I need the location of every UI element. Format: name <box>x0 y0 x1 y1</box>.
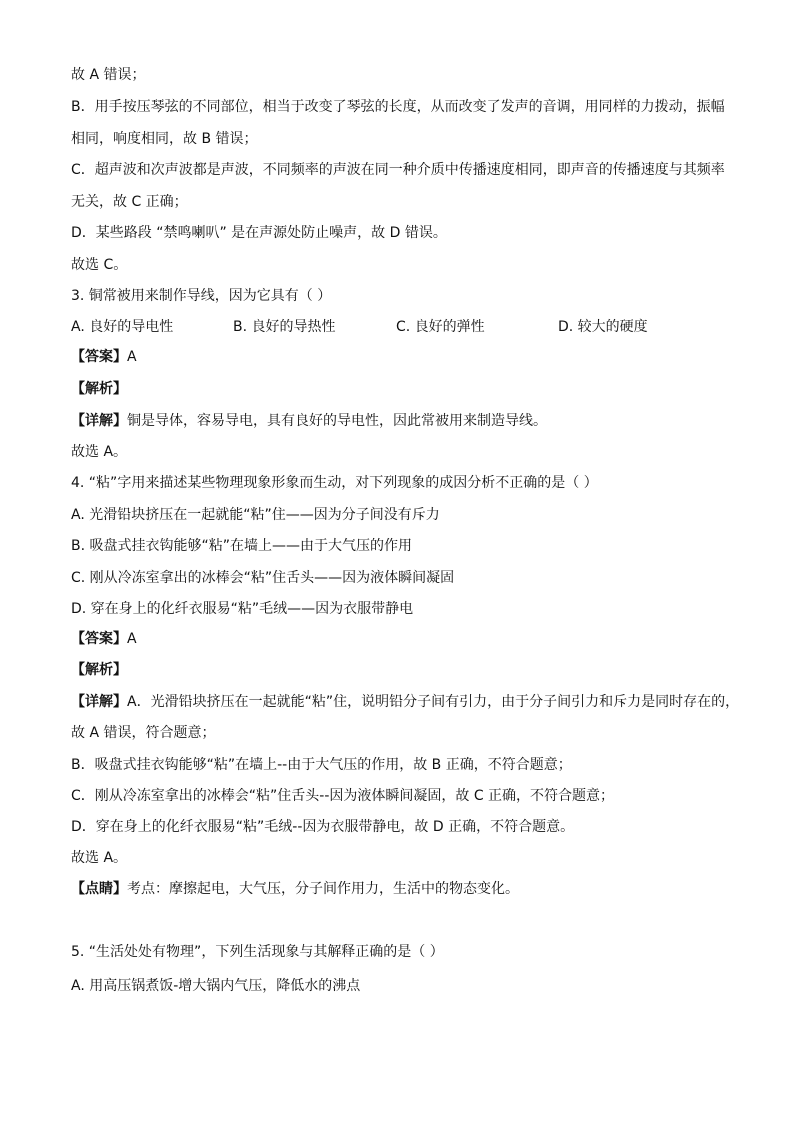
text-line: 故选 C。 <box>71 257 128 273</box>
detail-text: A．光滑铅块挤压在一起就能“粘”住，说明铅分子间有引力，由于分子间引力和斥力是同时存在的， <box>127 694 740 710</box>
question-3-stem: 3. 铜常被用来制作导线，因为它具有（ ） <box>71 288 332 304</box>
question-3-options <box>71 318 731 336</box>
question-5-stem: 5. “生活处处有物理”，下列生活现象与其解释正确的是（ ） <box>71 944 444 960</box>
option-c: C. 刚从冷冻室拿出的冰棒会“粘”住舌头——因为液体瞬间凝固 <box>71 570 455 586</box>
text-line: 无关，故 C 正确； <box>71 194 188 210</box>
option-b: B. 良好的导热性 <box>233 319 336 335</box>
question-4-detail-a-cont: 故 A 错误，符合题意； <box>71 725 216 741</box>
question-4-analysis-tag <box>71 661 127 679</box>
answer-value: A <box>127 631 137 647</box>
option-a: A. 光滑铅块挤压在一起就能“粘”住——因为分子间没有斥力 <box>71 507 440 523</box>
question-3-answer <box>71 348 137 366</box>
comment-text: 考点：摩擦起电，大气压，分子间作用力，生活中的物态变化。 <box>127 881 519 897</box>
detail-tag: 【详解】 <box>71 694 127 710</box>
detail-tag: 【详解】 <box>71 413 127 429</box>
option-a: A. 用高压锅煮饭-增大锅内气压，降低水的沸点 <box>71 978 361 994</box>
question-4-comment <box>71 880 519 898</box>
option-b: B. 吸盘式挂衣钩能够“粘”在墙上——由于大气压的作用 <box>71 538 413 554</box>
option-d: D. 穿在身上的化纤衣服易“粘”毛绒——因为衣服带静电 <box>71 601 414 617</box>
text-line: C．超声波和次声波都是声波，不同频率的声波在同一种介质中传播速度相同，即声音的传播速度与其频率 <box>71 162 725 178</box>
question-4-detail-c: C．刚从冷冻室拿出的冰棒会“粘”住舌头--因为液体瞬间凝固，故 C 正确，不符合题意； <box>71 788 615 804</box>
question-4-stem: 4. “粘”字用来描述某些物理现象形象而生动，对下列现象的成因分析不正确的是（ ） <box>71 475 598 491</box>
text-line: 故 A 错误； <box>71 67 146 83</box>
option-d: D. 较大的硬度 <box>558 319 648 335</box>
question-4-conclusion: 故选 A。 <box>71 850 128 866</box>
answer-tag: 【答案】 <box>71 631 127 647</box>
question-4-detail-a <box>71 693 739 711</box>
analysis-tag: 【解析】 <box>71 381 127 397</box>
question-4-answer <box>71 630 137 648</box>
question-3-analysis-tag <box>71 380 127 398</box>
question-3-conclusion: 故选 A。 <box>71 444 128 460</box>
text-line: 相同，响度相同，故 B 错误； <box>71 131 258 147</box>
answer-tag: 【答案】 <box>71 349 127 365</box>
comment-tag: 【点睛】 <box>71 881 127 897</box>
analysis-tag: 【解析】 <box>71 662 127 678</box>
option-c: C. 良好的弹性 <box>396 319 485 335</box>
option-a: A. 良好的导电性 <box>71 319 174 335</box>
text-line: D．某些路段 “禁鸣喇叭” 是在声源处防止噪声，故 D 错误。 <box>71 225 447 241</box>
question-4-detail-b: B．吸盘式挂衣钩能够“粘”在墙上--由于大气压的作用，故 B 正确，不符合题意； <box>71 757 572 773</box>
detail-text: 铜是导体，容易导电，具有良好的导电性，因此常被用来制造导线。 <box>127 413 547 429</box>
question-4-detail-d: D．穿在身上的化纤衣服易“粘”毛绒--因为衣服带静电，故 D 正确，不符合题意。 <box>71 819 575 835</box>
question-3-detail <box>71 412 547 430</box>
text-line: B．用手按压琴弦的不同部位，相当于改变了琴弦的长度，从而改变了发声的音调，用同样的力拨动，振幅 <box>71 99 725 115</box>
answer-value: A <box>127 349 137 365</box>
